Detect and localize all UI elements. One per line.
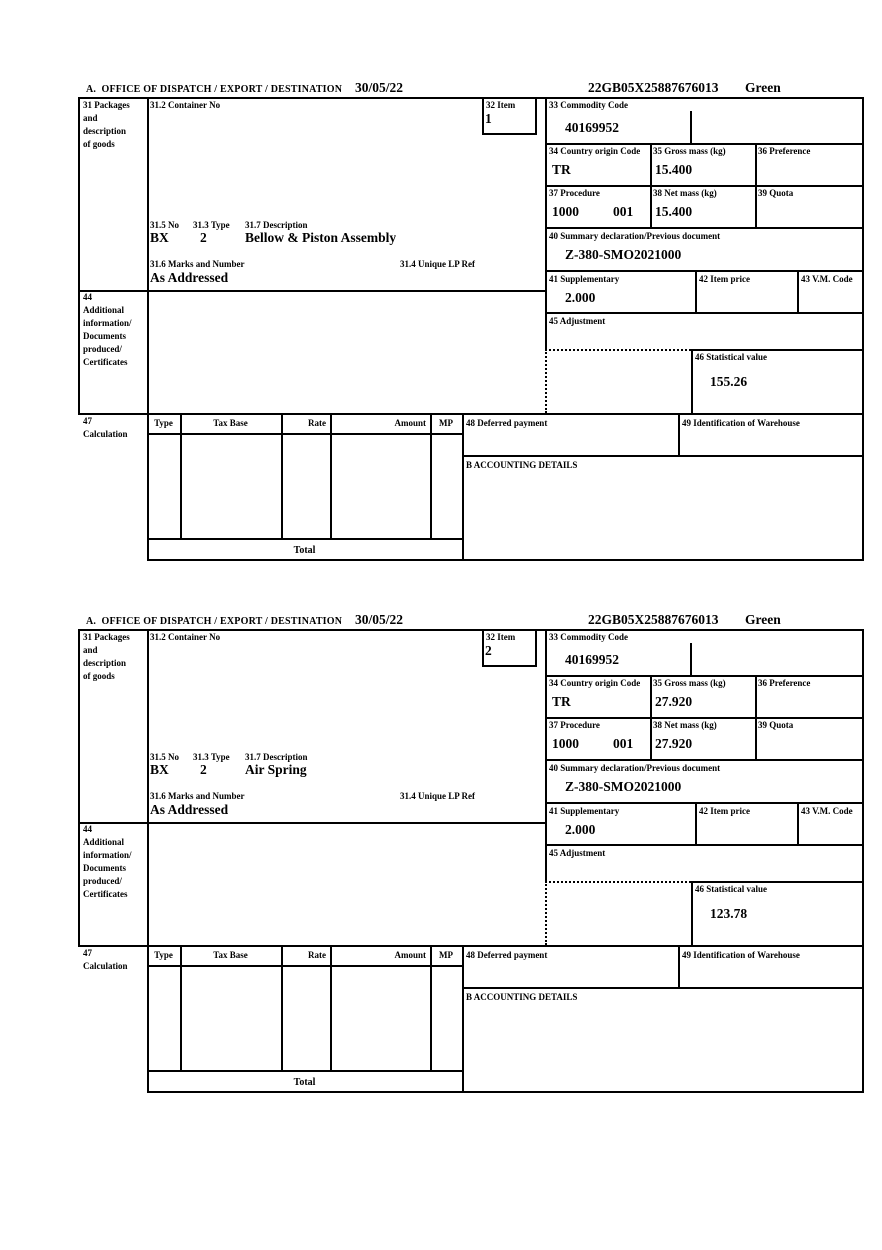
routing-indicator: Green — [745, 80, 781, 95]
divider-line — [78, 97, 80, 413]
divider-line — [545, 802, 862, 804]
box31-packages-label: 31 Packages — [83, 632, 130, 642]
divider-line — [462, 987, 862, 989]
package-qty-value: 2 — [200, 230, 207, 245]
commodity-code-label: 33 Commodity Code — [549, 632, 628, 642]
package-qty-value: 2 — [200, 762, 207, 777]
net-mass-value: 15.400 — [655, 204, 693, 219]
procedure-ext-value: 001 — [613, 204, 634, 219]
item-section-1 — [78, 80, 864, 562]
country-origin-label: 34 Country origin Code — [549, 678, 641, 688]
country-origin-value: TR — [552, 694, 571, 709]
divider-line — [545, 675, 862, 677]
col-header-tax-base: Tax Base — [213, 950, 248, 960]
divider-line — [755, 143, 757, 227]
goods-description-value: Air Spring — [245, 762, 307, 777]
divider-line — [147, 538, 462, 540]
quota-label: 39 Quota — [758, 720, 794, 730]
additional-info-label: produced/ — [83, 876, 122, 886]
supplementary-label: 41 Supplementary — [549, 274, 620, 284]
dotted-divider-line — [545, 349, 691, 351]
box31-packages-label: of goods — [83, 671, 115, 681]
additional-info-label: Documents — [83, 863, 126, 873]
commodity-code-value: 40169952 — [565, 652, 619, 667]
divider-line — [691, 881, 693, 945]
statistical-value: 123.78 — [710, 906, 748, 921]
total-label: Total — [293, 1077, 316, 1088]
item-number-value: 1 — [485, 111, 492, 126]
additional-info-label: Additional — [83, 305, 125, 315]
statistical-value: 155.26 — [710, 374, 748, 389]
package-code-value: BX — [150, 762, 169, 777]
divider-line — [690, 643, 692, 675]
box31-packages-label: 31 Packages — [83, 100, 130, 110]
additional-info-label: 44 — [83, 824, 92, 834]
divider-line — [330, 945, 332, 1070]
divider-line — [462, 455, 862, 457]
divider-line — [281, 413, 283, 538]
box31-packages-label: and — [83, 645, 98, 655]
supplementary-label: 41 Supplementary — [549, 806, 620, 816]
marks-value: As Addressed — [150, 802, 229, 817]
package-type-label: 31.3 Type — [193, 752, 230, 762]
dotted-divider-line — [545, 881, 547, 945]
col-header-amount: Amount — [394, 950, 426, 960]
divider-line — [545, 759, 862, 761]
divider-line — [78, 413, 864, 415]
summary-declaration-label: 40 Summary declaration/Previous document — [549, 763, 721, 773]
item-box-label: 32 Item — [486, 100, 516, 110]
package-no-label: 31.5 No — [150, 752, 179, 762]
divider-line — [147, 433, 462, 435]
container-no-label: 31.2 Container No — [150, 632, 221, 642]
divider-line — [678, 413, 680, 455]
divider-line — [147, 965, 462, 967]
declaration-date: 30/05/22 — [355, 612, 404, 627]
procedure-label: 37 Procedure — [549, 720, 600, 730]
gross-mass-value: 27.920 — [655, 694, 693, 709]
vm-code-label: 43 V.M. Code — [801, 806, 853, 816]
item-price-label: 42 Item price — [699, 806, 750, 816]
country-origin-label: 34 Country origin Code — [549, 146, 641, 156]
dotted-divider-line — [545, 349, 547, 413]
divider-line — [180, 945, 182, 1070]
additional-info-label: information/ — [83, 850, 132, 860]
preference-label: 36 Preference — [758, 678, 811, 688]
divider-line — [862, 629, 864, 1093]
divider-line — [545, 270, 862, 272]
divider-line — [281, 945, 283, 1070]
box31-packages-label: of goods — [83, 139, 115, 149]
previous-document-value: Z-380-SMO2021000 — [565, 247, 682, 262]
divider-line — [462, 413, 464, 561]
quota-label: 39 Quota — [758, 188, 794, 198]
vm-code-label: 43 V.M. Code — [801, 274, 853, 284]
net-mass-label: 38 Net mass (kg) — [653, 188, 717, 198]
col-header-tax-base: Tax Base — [213, 418, 248, 428]
office-of-dispatch-label: A. OFFICE OF DISPATCH / EXPORT / DESTINATION — [86, 84, 343, 95]
gross-mass-label: 35 Gross mass (kg) — [653, 678, 726, 688]
divider-line — [545, 312, 862, 314]
divider-line — [650, 675, 652, 759]
divider-line — [330, 413, 332, 538]
package-type-label: 31.3 Type — [193, 220, 230, 230]
item-number-value: 2 — [485, 643, 492, 658]
net-mass-label: 38 Net mass (kg) — [653, 720, 717, 730]
marks-value: As Addressed — [150, 270, 229, 285]
procedure-code-value: 1000 — [552, 736, 579, 751]
divider-line — [78, 945, 864, 947]
col-header-mp: MP — [439, 950, 453, 960]
divider-line — [545, 227, 862, 229]
calculation-label: Calculation — [83, 429, 128, 439]
accounting-details-label: B ACCOUNTING DETAILS — [466, 460, 578, 470]
commodity-code-label: 33 Commodity Code — [549, 100, 628, 110]
marks-label: 31.6 Marks and Number — [150, 259, 245, 269]
box31-packages-label: description — [83, 658, 127, 668]
previous-document-value: Z-380-SMO2021000 — [565, 779, 682, 794]
form-frame — [78, 97, 862, 563]
divider-line — [545, 717, 862, 719]
col-header-mp: MP — [439, 418, 453, 428]
divider-line — [797, 802, 799, 844]
declaration-date: 30/05/22 — [355, 80, 404, 95]
divider-line — [147, 559, 864, 561]
divider-line — [180, 413, 182, 538]
form-frame — [78, 629, 862, 1095]
container-no-label: 31.2 Container No — [150, 100, 221, 110]
calculation-label: 47 — [83, 948, 92, 958]
statistical-value-label: 46 Statistical value — [695, 884, 767, 894]
divider-line — [690, 111, 692, 143]
divider-line — [545, 143, 862, 145]
routing-indicator: Green — [745, 612, 781, 627]
goods-description-value: Bellow & Piston Assembly — [245, 230, 397, 245]
warehouse-id-label: 49 Identification of Warehouse — [682, 950, 800, 960]
procedure-ext-value: 001 — [613, 736, 634, 751]
box31-packages-label: description — [83, 126, 127, 136]
divider-line — [78, 629, 80, 945]
divider-line — [691, 881, 862, 883]
accounting-details-label: B ACCOUNTING DETAILS — [466, 992, 578, 1002]
col-header-type: Type — [154, 418, 173, 428]
additional-info-label: produced/ — [83, 344, 122, 354]
divider-line — [755, 675, 757, 759]
description-label: 31.7 Description — [245, 220, 308, 230]
divider-line — [650, 143, 652, 227]
gross-mass-label: 35 Gross mass (kg) — [653, 146, 726, 156]
declaration-reference: 22GB05X25887676013 — [588, 612, 719, 627]
divider-line — [695, 802, 697, 844]
marks-label: 31.6 Marks and Number — [150, 791, 245, 801]
divider-line — [535, 97, 537, 135]
divider-line — [691, 349, 862, 351]
divider-line — [545, 97, 547, 349]
calculation-label: Calculation — [83, 961, 128, 971]
divider-line — [482, 629, 484, 665]
warehouse-id-label: 49 Identification of Warehouse — [682, 418, 800, 428]
divider-line — [862, 97, 864, 561]
declaration-reference: 22GB05X25887676013 — [588, 80, 719, 95]
divider-line — [695, 270, 697, 312]
item-section-2 — [78, 612, 864, 1094]
divider-line — [482, 133, 537, 135]
col-header-amount: Amount — [394, 418, 426, 428]
supplementary-value: 2.000 — [565, 822, 596, 837]
divider-line — [430, 945, 432, 1070]
divider-line — [147, 629, 149, 1093]
divider-line — [147, 1070, 462, 1072]
package-no-label: 31.5 No — [150, 220, 179, 230]
total-label: Total — [293, 545, 316, 556]
summary-declaration-label: 40 Summary declaration/Previous document — [549, 231, 721, 241]
additional-info-label: 44 — [83, 292, 92, 302]
divider-line — [545, 844, 862, 846]
adjustment-label: 45 Adjustment — [549, 316, 606, 326]
unique-lp-ref-label: 31.4 Unique LP Ref — [400, 791, 476, 801]
divider-line — [545, 185, 862, 187]
dotted-divider-line — [545, 881, 691, 883]
procedure-code-value: 1000 — [552, 204, 579, 219]
additional-info-label: Certificates — [83, 889, 128, 899]
box31-packages-label: and — [83, 113, 98, 123]
calculation-label: 47 — [83, 416, 92, 426]
divider-line — [482, 665, 537, 667]
preference-label: 36 Preference — [758, 146, 811, 156]
divider-line — [482, 97, 484, 133]
divider-line — [78, 629, 864, 631]
net-mass-value: 27.920 — [655, 736, 693, 751]
col-header-type: Type — [154, 950, 173, 960]
office-of-dispatch-label: A. OFFICE OF DISPATCH / EXPORT / DESTINATION — [86, 616, 343, 627]
package-code-value: BX — [150, 230, 169, 245]
divider-line — [430, 413, 432, 538]
deferred-payment-label: 48 Deferred payment — [466, 418, 548, 428]
divider-line — [78, 97, 864, 99]
gross-mass-value: 15.400 — [655, 162, 693, 177]
country-origin-value: TR — [552, 162, 571, 177]
deferred-payment-label: 48 Deferred payment — [466, 950, 548, 960]
commodity-code-value: 40169952 — [565, 120, 619, 135]
additional-info-label: Documents — [83, 331, 126, 341]
divider-line — [147, 1091, 864, 1093]
item-price-label: 42 Item price — [699, 274, 750, 284]
divider-line — [535, 629, 537, 667]
item-box-label: 32 Item — [486, 632, 516, 642]
divider-line — [462, 945, 464, 1093]
col-header-rate: Rate — [308, 418, 326, 428]
additional-info-label: Certificates — [83, 357, 128, 367]
statistical-value-label: 46 Statistical value — [695, 352, 767, 362]
description-label: 31.7 Description — [245, 752, 308, 762]
supplementary-value: 2.000 — [565, 290, 596, 305]
additional-info-label: information/ — [83, 318, 132, 328]
divider-line — [691, 349, 693, 413]
divider-line — [678, 945, 680, 987]
additional-info-label: Additional — [83, 837, 125, 847]
unique-lp-ref-label: 31.4 Unique LP Ref — [400, 259, 476, 269]
divider-line — [147, 97, 149, 561]
divider-line — [545, 629, 547, 881]
col-header-rate: Rate — [308, 950, 326, 960]
procedure-label: 37 Procedure — [549, 188, 600, 198]
divider-line — [797, 270, 799, 312]
adjustment-label: 45 Adjustment — [549, 848, 606, 858]
